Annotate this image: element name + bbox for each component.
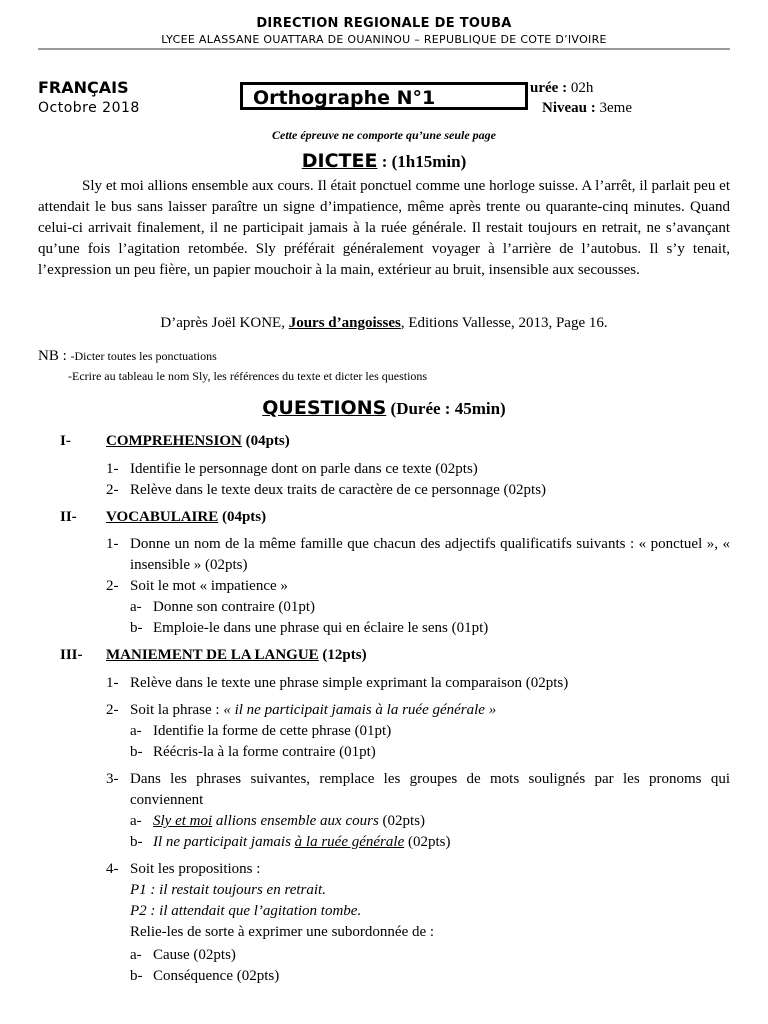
sub-question-letter: a-	[130, 599, 142, 615]
question-number: 2-	[106, 578, 119, 594]
question-3-4	[0, 859, 768, 880]
question-3-4b	[0, 966, 768, 987]
question-3-3b	[0, 832, 768, 853]
sub-question-letter: a-	[130, 947, 142, 963]
exam-date: Octobre 2018	[38, 100, 140, 116]
proposition-text: P2 : il attendait que l’agitation tombe.	[130, 903, 362, 919]
question-number: 4-	[106, 861, 119, 877]
question-3-4-instruction: Relie-les de sorte à exprimer une subordonnée de :	[130, 924, 435, 940]
header-divider	[38, 48, 730, 50]
sentence-start: Il ne participait jamais	[153, 834, 295, 850]
proposition-text: P1 : il restait toujours en retrait.	[130, 882, 326, 898]
text-source	[0, 315, 768, 332]
duration-info	[530, 80, 593, 97]
sub-question-text	[153, 832, 450, 853]
duration-value: 02h	[570, 80, 594, 96]
section-3-number: III-	[60, 647, 83, 663]
section-1-number: I-	[60, 433, 71, 449]
source-book: Jours d’angoisses	[288, 315, 401, 331]
quoted-sentence: « il ne participait jamais à la ruée générale »	[223, 702, 497, 718]
sub-question-text	[153, 811, 425, 832]
question-2-2	[0, 576, 768, 597]
question-3-3a	[0, 811, 768, 832]
questions-heading	[0, 397, 768, 420]
question-text: Soit le mot « impatience »	[130, 578, 288, 594]
question-number: 2-	[106, 702, 119, 718]
sub-question-letter: a-	[130, 813, 142, 829]
exam-title-box: Orthographe N°1	[240, 82, 528, 110]
sub-question-text: Réécris-la à la forme contraire (01pt)	[153, 744, 376, 760]
single-page-note: Cette épreuve ne comporte qu’une seule page	[272, 128, 496, 142]
question-3-4a	[0, 945, 768, 966]
subject-label: FRANÇAIS	[38, 78, 129, 97]
sub-question-text: Emploie-le dans une phrase qui en éclaire le sens (01pt)	[153, 620, 489, 636]
section-1-heading	[106, 433, 290, 450]
question-text: Donne un nom de la même famille que chacun des adjectifs qualificatifs suivants : « ponctuel », « insensible » (02pts)	[130, 536, 730, 573]
question-text: Relève dans le texte une phrase simple exprimant la comparaison (02pts)	[130, 675, 569, 691]
level-info	[542, 100, 632, 117]
nb-label: NB :	[38, 348, 71, 364]
section-2-points: (04pts)	[218, 509, 267, 525]
sub-question-letter: b-	[130, 620, 143, 636]
dictee-heading	[0, 150, 768, 173]
nb-line-2: -Ecrire au tableau le nom Sly, les références du texte et dicter les questions	[68, 369, 428, 383]
section-2-heading	[106, 509, 266, 526]
sub-question-letter: b-	[130, 968, 143, 984]
question-number: 1-	[106, 675, 119, 691]
sub-question-letter: b-	[130, 744, 143, 760]
question-2-2a	[0, 597, 768, 618]
source-author: D’après Joël KONE,	[160, 315, 289, 331]
question-2-2b	[0, 618, 768, 639]
source-publisher: , Editions Vallesse, 2013, Page 16.	[400, 315, 608, 331]
level-value: 3eme	[599, 100, 632, 116]
header-school: LYCEE ALASSANE OUATTARA DE OUANINOU – REPUBLIQUE DE COTE D’IVOIRE	[161, 33, 607, 46]
proposition-p2	[130, 901, 361, 922]
question-text: Relève dans le texte deux traits de caractère de ce personnage (02pts)	[130, 482, 547, 498]
questions-duration: (Durée : 45min)	[386, 399, 506, 418]
question-number: 3-	[106, 771, 119, 787]
question-3-2a	[0, 721, 768, 742]
dictee-text	[38, 176, 730, 281]
question-3-1	[0, 673, 768, 694]
question-1-2	[0, 480, 768, 501]
question-3-2b	[0, 742, 768, 763]
sub-question-text: Conséquence (02pts)	[153, 968, 280, 984]
dictee-duration: : (1h15min)	[377, 152, 467, 171]
underlined-group: Sly et moi	[153, 813, 213, 829]
section-3-title: MANIEMENT DE LA LANGUE	[106, 647, 319, 663]
section-3-points: (12pts)	[318, 647, 367, 663]
sentence-rest: allions ensemble aux cours	[212, 813, 379, 829]
points: (02pts)	[378, 813, 426, 829]
question-text: Soit les propositions :	[130, 861, 261, 877]
question-number: 1-	[106, 536, 119, 552]
question-3-3	[0, 769, 768, 811]
section-1-title: COMPREHENSION	[106, 433, 242, 449]
level-label: Niveau :	[542, 100, 596, 116]
sub-question-letter: b-	[130, 834, 143, 850]
points: (02pts)	[404, 834, 451, 850]
duration-label: urée :	[530, 80, 568, 96]
section-2-title: VOCABULAIRE	[106, 509, 219, 525]
underlined-group: à la ruée générale	[294, 834, 405, 850]
sub-question-letter: a-	[130, 723, 142, 739]
question-number: 2-	[106, 482, 119, 498]
proposition-p1	[130, 880, 326, 901]
section-1-points: (04pts)	[241, 433, 290, 449]
sub-question-text: Donne son contraire (01pt)	[153, 599, 316, 615]
sub-question-text: Identifie la forme de cette phrase (01pt)	[153, 723, 392, 739]
section-3-heading	[106, 647, 367, 664]
question-text: Identifie le personnage dont on parle dans ce texte (02pts)	[130, 461, 478, 477]
question-number: 1-	[106, 461, 119, 477]
dictee-paragraph: Sly et moi allions ensemble aux cours. Il était ponctuel comme une horloge suisse. A l’arrêt, il parlait peu et attendait le bus sans laisser paraître un signe d’impatience, même après trente ou quarante-cinq minutes. Quand celui-ci arrivait finalement, il ne participait jamais à la ruée générale. Il restait toujours en retrait, ne s’avançant qu’une fois l’agitation retombée. Sly préférait généralement voyager à l’arrière de l’autobus. Il s’y tenait, l’expression un peu fière, un papier mouchoir à la main, extérieur au bruit, insensible aux secousses.	[38, 178, 730, 278]
section-2-number: II-	[60, 509, 77, 525]
question-text: Dans les phrases suivantes, remplace les groupes de mots soulignés par les pronoms qui conviennent	[130, 771, 730, 808]
nb-note	[38, 348, 217, 365]
question-1-1	[0, 459, 768, 480]
questions-title: QUESTIONS	[262, 397, 387, 419]
question-3-2	[0, 700, 768, 721]
dictee-title: DICTEE	[301, 150, 378, 172]
header-direction: DIRECTION REGIONALE DE TOUBA	[256, 16, 512, 31]
nb-line-1: -Dicter toutes les ponctuations	[70, 349, 217, 363]
sub-question-text: Cause (02pts)	[153, 947, 236, 963]
question-text	[130, 700, 730, 721]
question-prefix: Soit la phrase :	[130, 702, 224, 718]
question-2-1	[0, 534, 768, 576]
